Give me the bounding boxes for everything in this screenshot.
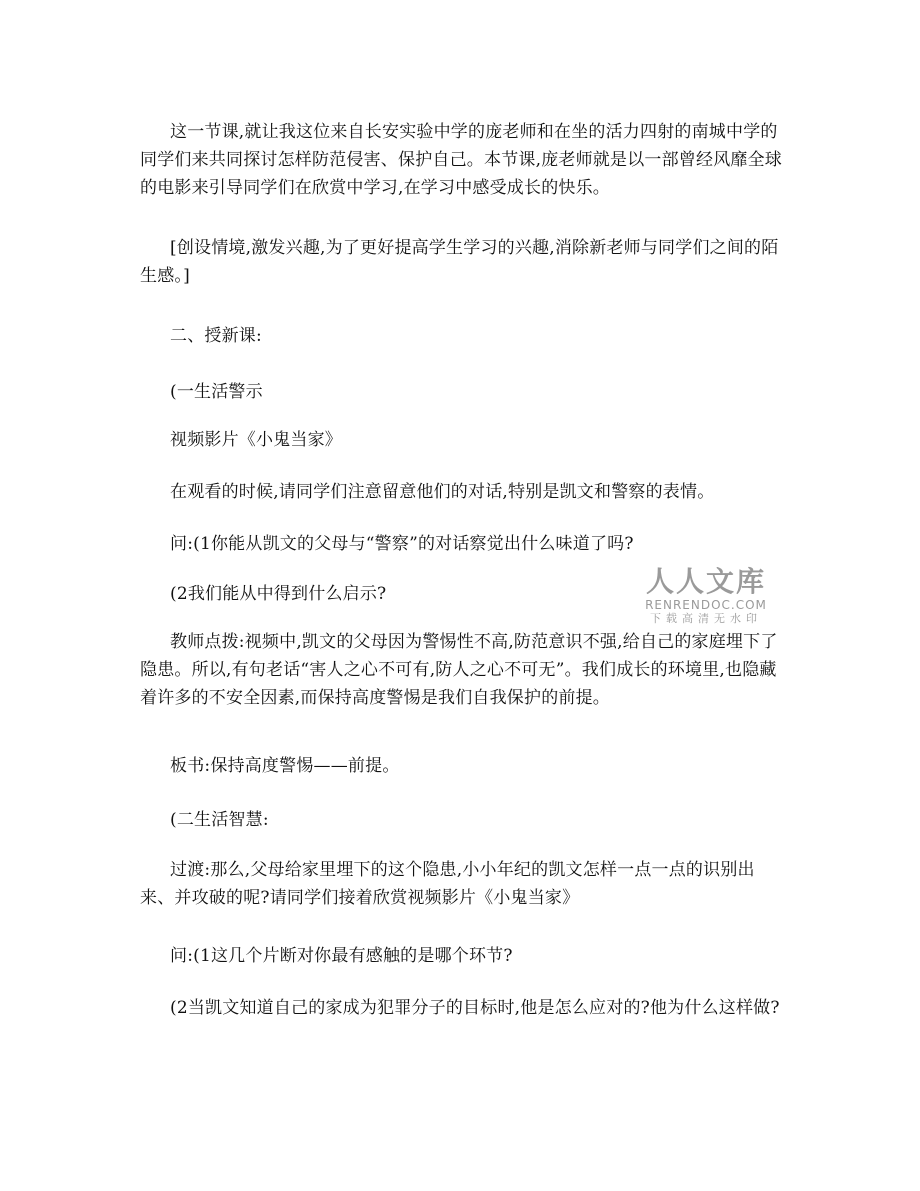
- subsection-heading-warning: (一生活警示: [170, 382, 263, 402]
- paragraph-board-note: 板书:保持高度警惕——前提。: [170, 756, 400, 776]
- paragraph-transition: 过渡:那么,父母给家里埋下的这个隐患,小小年纪的凯文怎样一点一点的识别出来、并攻破的呢?请同学们接着欣赏视频影片《小鬼当家》: [140, 860, 755, 908]
- paragraph-video-title: 视频影片《小鬼当家》: [170, 430, 342, 450]
- subsection-heading-wisdom: (二生活智慧:: [170, 810, 269, 830]
- watermark-title: 人人文库: [645, 565, 766, 598]
- watermark: [636, 566, 776, 626]
- paragraph-question-2: (2我们能从中得到什么启示?: [170, 584, 387, 604]
- section-heading-new-lesson: 二、授新课:: [170, 326, 262, 346]
- paragraph-question-1: 问:(1你能从凯文的父母与“警察”的对话察觉出什么味道了吗?: [170, 534, 634, 554]
- watermark-url: RENRENDOC.COM: [645, 598, 767, 612]
- paragraph-intro: 这一节课,就让我这位来自长安实验中学的庞老师和在坐的活力四射的南城中学的同学们来共同探讨怎样防范侵害、保护自己。本节课,庞老师就是以一部曾经风靡全球的电影来引导同学们在欣赏中学习,在学习中感受成长的快乐。: [140, 122, 783, 198]
- paragraph-design-note: [创设情境,激发兴趣,为了更好提高学生学习的兴趣,消除新老师与同学们之间的陌生感。]: [140, 238, 779, 286]
- paragraph-watch-instructions: 在观看的时候,请同学们注意留意他们的对话,特别是凯文和警察的表情。: [170, 482, 715, 502]
- paragraph-teacher-guidance: 教师点拨:视频中,凯文的父母因为警惕性不高,防范意识不强,给自己的家庭埋下了隐患。所以,有句老话“害人之心不可有,防人之心不可无”。我们成长的环境里,也隐藏着许多的不安全因素,而保持高度警惕是我们自我保护的前提。: [140, 632, 778, 708]
- paragraph-question-3: 问:(1这几个片断对你最有感触的是哪个环节?: [170, 946, 513, 966]
- watermark-subtitle: 下载高清无水印: [650, 612, 762, 625]
- paragraph-question-4: (2当凯文知道自己的家成为犯罪分子的目标时,他是怎么应对的?他为什么这样做?: [170, 998, 780, 1018]
